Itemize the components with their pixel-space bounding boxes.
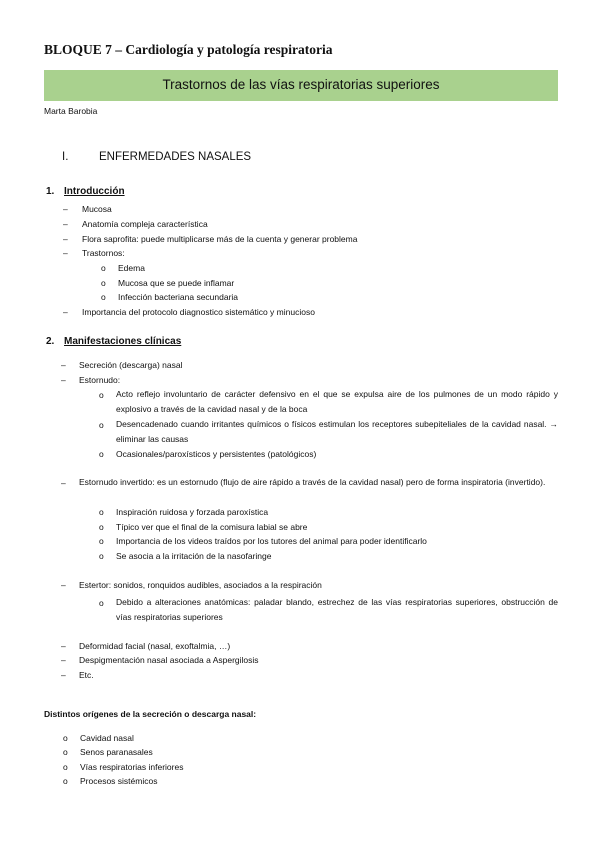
dash-marker: – xyxy=(61,375,66,385)
estornudo-item: Estornudo: xyxy=(79,375,121,385)
manifest-title: Manifestaciones clínicas xyxy=(64,336,182,347)
dash-marker: – xyxy=(63,219,68,229)
estornudo-invertido-item: Estornudo invertido: es un estornudo (flujo de aire rápido a través de la cavidad nasal) pero de forma inspiratoria (invertido). xyxy=(79,477,546,487)
trastorno-item: Mucosa que se puede inflamar xyxy=(118,278,235,288)
otros-item: Despigmentación nasal asociada a Aspergilosis xyxy=(79,655,259,665)
intro-item: Mucosa xyxy=(82,204,112,214)
bullet-marker: o xyxy=(63,747,68,757)
origenes-title: Distintos orígenes de la secreción o descarga nasal: xyxy=(44,709,257,719)
estertor-detail: Debido a alteraciones anatómicas: paladar blando, estrechez de las vías respiratorias superiores, obstrucción de vías respiratorias superiores xyxy=(116,597,558,622)
bullet-marker: o xyxy=(101,292,106,302)
invertido-detail: Inspiración ruidosa y forzada paroxística xyxy=(116,507,269,517)
dash-marker: – xyxy=(61,580,66,590)
bullet-marker: o xyxy=(99,420,104,430)
origen-item: Procesos sistémicos xyxy=(80,776,158,786)
dash-marker: – xyxy=(61,478,66,488)
otros-item: Etc. xyxy=(79,670,94,680)
manifest-number: 2. xyxy=(46,336,55,347)
intro-number: 1. xyxy=(46,186,55,197)
trastorno-item: Infección bacteriana secundaria xyxy=(118,292,239,302)
bullet-marker: o xyxy=(99,390,104,400)
bullet-marker: o xyxy=(99,598,104,608)
origen-item: Senos paranasales xyxy=(80,747,153,757)
intro-item: Trastornos: xyxy=(82,248,125,258)
bullet-marker: o xyxy=(99,536,104,546)
dash-marker: – xyxy=(63,307,68,317)
dash-marker: – xyxy=(61,641,66,651)
document-title: Trastornos de las vías respiratorias superiores xyxy=(162,77,440,92)
author-name: Marta Barobia xyxy=(44,106,98,116)
origen-item: Cavidad nasal xyxy=(80,733,134,743)
bullet-marker: o xyxy=(99,507,104,517)
section-numeral: I. xyxy=(62,151,69,163)
dash-marker: – xyxy=(61,670,66,680)
bullet-marker: o xyxy=(99,522,104,532)
dash-marker: – xyxy=(61,360,66,370)
bullet-marker: o xyxy=(99,449,104,459)
dash-marker: – xyxy=(63,234,68,244)
dash-marker: – xyxy=(63,204,68,214)
estertor-item: Estertor: sonidos, ronquidos audibles, asociados a la respiración xyxy=(79,580,322,590)
bullet-marker: o xyxy=(63,733,68,743)
otros-item: Deformidad facial (nasal, exoftalmia, …) xyxy=(79,641,231,651)
trastorno-item: Edema xyxy=(118,263,145,273)
invertido-detail: Típico ver que el final de la comisura labial se abre xyxy=(116,522,308,532)
invertido-detail: Se asocia a la irritación de la nasofaringe xyxy=(116,551,272,561)
section-title: ENFERMEDADES NASALES xyxy=(99,151,252,163)
intro-item: Anatomía compleja característica xyxy=(82,219,208,229)
bullet-marker: o xyxy=(63,776,68,786)
bloque-heading: BLOQUE 7 – Cardiología y patología respiratoria xyxy=(44,42,333,57)
bullet-marker: o xyxy=(101,278,106,288)
bullet-marker: o xyxy=(101,263,106,273)
dash-marker: – xyxy=(61,655,66,665)
secrecion-item: Secreción (descarga) nasal xyxy=(79,360,183,370)
intro-title: Introducción xyxy=(64,186,125,197)
estornudo-detail: Desencadenado cuando irritantes químicos o físicos estimulan los receptores subepiteliales de la cavidad nasal. → eliminar las causas xyxy=(116,419,558,444)
invertido-detail: Importancia de los videos traídos por los tutores del animal para poder identificarlo xyxy=(116,536,427,546)
bullet-marker: o xyxy=(99,551,104,561)
dash-marker: – xyxy=(63,248,68,258)
estornudo-detail: Ocasionales/paroxísticos y persistentes (patológicos) xyxy=(116,449,317,459)
origen-item: Vías respiratorias inferiores xyxy=(80,762,184,772)
bullet-marker: o xyxy=(63,762,68,772)
intro-item: Importancia del protocolo diagnostico sistemático y minucioso xyxy=(82,307,315,317)
estornudo-detail: Acto reflejo involuntario de carácter defensivo en el que se expulsa aire de los pulmones de un modo rápido y explosivo a través de la cavidad nasal y de la boca xyxy=(116,389,558,414)
intro-item: Flora saprofita: puede multiplicarse más de la cuenta y generar problema xyxy=(82,234,358,244)
